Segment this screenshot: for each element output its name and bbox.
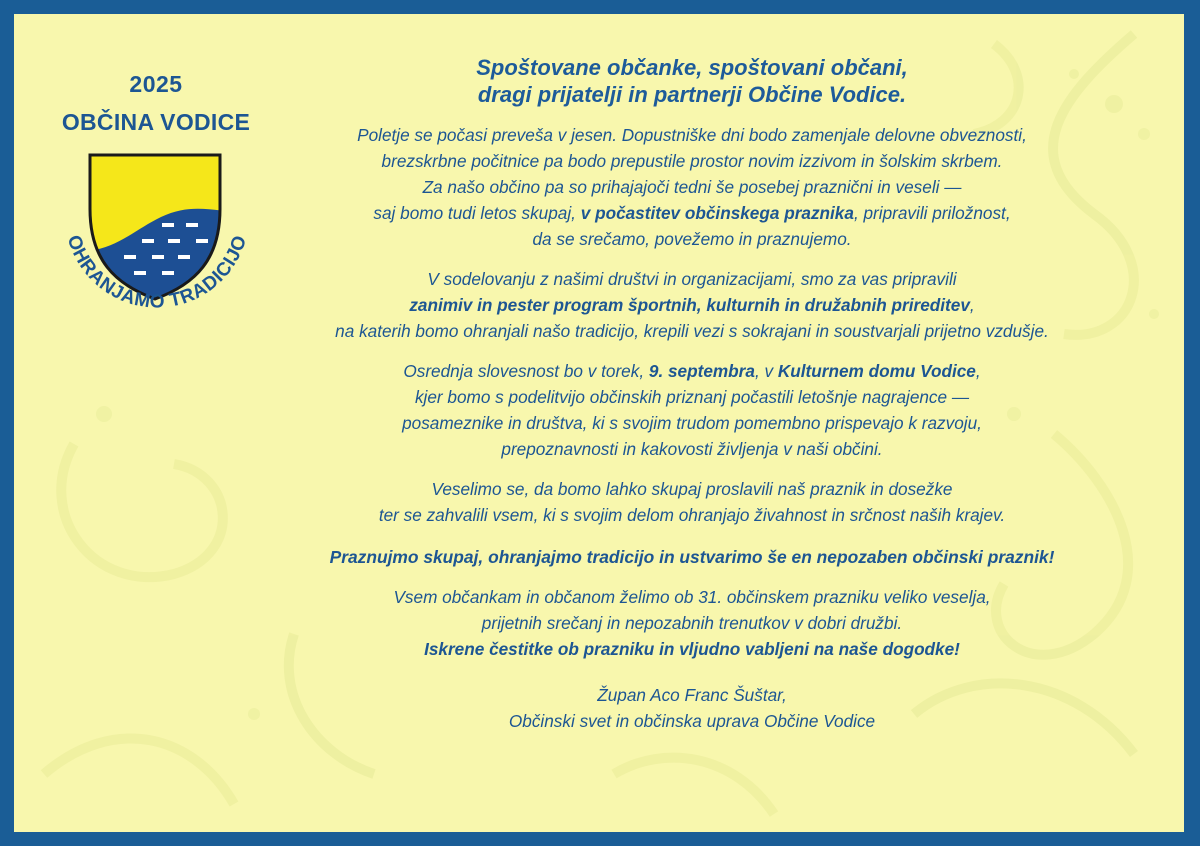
title-line-1: Spoštovane občanke, spoštovani občani,	[476, 55, 908, 80]
title-line-2: dragi prijatelji in partnerji Občine Vodice.	[477, 82, 907, 107]
text-line: Vsem občankam in občanom želimo ob 31. občinskem prazniku veliko veselja,	[393, 587, 991, 607]
text-line: ter se zahvalili vsem, ki s svojim delom ohranjajo živahnost in srčnost naših krajev.	[378, 505, 1006, 525]
signature	[232, 682, 1152, 734]
letter-title	[232, 54, 1152, 108]
highlight-congratulations: Iskrene čestitke ob prazniku in vljudno vabljeni na naše dogodke!	[424, 639, 960, 659]
text-line: kjer bomo s podelitvijo občinskih priznanj počastili letošnje nagrajence —	[414, 387, 970, 407]
letter-body	[232, 54, 1152, 734]
slogan: Praznujmo skupaj, ohranjajmo tradicijo in ustvarimo še en nepozaben občinski praznik!	[329, 547, 1055, 567]
logo-year: 2025	[129, 71, 183, 97]
text-line: ,	[969, 295, 975, 315]
invitation-card	[14, 14, 1184, 832]
text-line: Veselimo se, da bomo lahko skupaj proslavili naš praznik in dosežke	[431, 479, 953, 499]
text-line: ,	[975, 361, 981, 381]
text-line: saj bomo tudi letos skupaj,	[373, 203, 581, 223]
text-line: Poletje se počasi preveša v jesen. Dopustniške dni bodo zamenjale delovne obveznosti,	[357, 125, 1027, 145]
text-line: Za našo občino pa so prihajajoči tedni še posebej praznični in veseli —	[422, 177, 962, 197]
highlight-venue: Kulturnem domu Vodice	[777, 361, 976, 381]
text-line: posameznike in društva, ki s svojim trudom pomembno prispevajo k razvoju,	[402, 413, 982, 433]
text-line: brezskrbne počitnice pa bodo prepustile prostor novim izzivom in šolskim skrbem.	[381, 151, 1003, 171]
text-line: prijetnih srečanj in nepozabnih trenutkov v dobri družbi.	[481, 613, 903, 633]
text-line: na katerih bomo ohranjali našo tradicijo, krepili vezi s sokrajani in soustvarjali prijetno vzdušje.	[335, 321, 1049, 341]
svg-text:OHRANJAMO TRADICIJO: OHRANJAMO TRADICIJO	[62, 232, 252, 313]
paragraph-wishes	[232, 584, 1152, 662]
text-line: prepoznavnosti in kakovosti življenja v naši občini.	[501, 439, 883, 459]
paragraph-program	[232, 266, 1152, 344]
signature-council: Občinski svet in občinska uprava Občine Vodice	[508, 711, 876, 731]
signature-mayor: Župan Aco Franc Šuštar,	[597, 685, 787, 705]
text-line: da se srečamo, povežemo in praznujemo.	[532, 229, 852, 249]
paragraph-thanks	[232, 476, 1152, 528]
highlight-holiday: v počastitev občinskega praznika	[580, 203, 854, 223]
highlight-program: zanimiv in pester program športnih, kulturnih in družabnih prireditev	[409, 295, 970, 315]
text-line: , pripravili priložnost,	[853, 203, 1011, 223]
paragraph-intro	[232, 122, 1152, 252]
text-line: , v	[754, 361, 778, 381]
logo-name: OBČINA VODICE	[61, 109, 251, 135]
paragraph-ceremony	[232, 358, 1152, 462]
text-line: Osrednja slovesnost bo v torek,	[403, 361, 649, 381]
highlight-date: 9. septembra	[648, 361, 755, 381]
text-line: V sodelovanju z našimi društvi in organizacijami, smo za vas pripravili	[427, 269, 957, 289]
